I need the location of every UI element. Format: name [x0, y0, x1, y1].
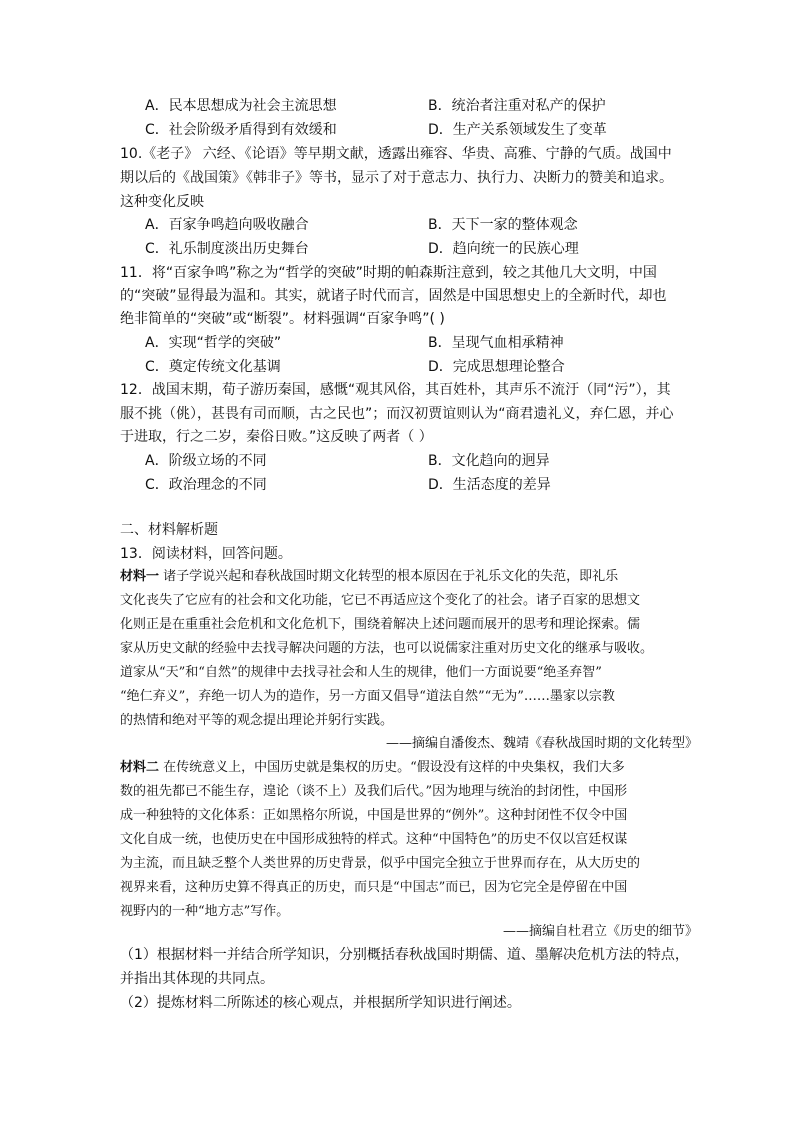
q11-option-d: D．完成思想理论整合 [428, 359, 565, 375]
material2-label: 材料二 [120, 760, 160, 775]
q12-stem-line-3: 于进取，行之二岁，秦俗日败。”这反映了两者（ ） [120, 429, 433, 445]
section-heading: 二、材料解析题 [120, 522, 218, 538]
material1-line-2: 文化丧失了它应有的社会和文化功能，它已不再适应这个变化了的社会。诸子百家的思想文 [120, 593, 641, 608]
material1-source: ——摘编自潘俊杰、魏靖《春秋战国时期的文化转型》 [385, 736, 698, 751]
q10-option-b: B．天下一家的整体观念 [428, 217, 578, 233]
q11-stem-line-3: 绝非简单的“突破”或“断裂”。材料强调“百家争鸣”( ) [120, 311, 445, 327]
material2-line-2: 数的祖先都已不能生存，遑论（谈不上）及我们后代。”因为地理与统治的封闭性，中国形 [120, 784, 628, 799]
q10-option-a: A．百家争鸣趋向吸收融合 [145, 217, 309, 233]
material2-source: ——摘编自杜君立《历史的细节》 [502, 924, 698, 939]
q10-option-d: D．趋向统一的民族心理 [428, 241, 579, 257]
q9-option-c: C．社会阶级矛盾得到有效缓和 [145, 122, 337, 138]
material2-line-6: 视界来看，这种历史算不得真正的历史，而只是“中国志”而已，因为它完全是停留在中国 [120, 880, 628, 895]
q11-option-c: C．奠定传统文化基调 [145, 359, 281, 375]
q9-option-d: D．生产关系领域发生了变革 [428, 122, 607, 138]
material1-line-3: 化则正是在重重社会危机和文化危机下，围绕着解决上述问题而展开的思考和理论探索。儒 [120, 617, 641, 632]
material2-line-5: 为主流，而且缺乏整个人类世界的历史背景，似乎中国完全独立于世界而存在，从大历史的 [120, 856, 641, 871]
q12-option-d: D．生活态度的差异 [428, 477, 551, 493]
material1-line-7: 的热情和绝对平等的观念提出理论并躬行实践。 [120, 713, 394, 728]
q10-stem-line-2: 期以后的《战国策》《韩非子》等书，显示了对于意志力、执行力、决断力的赞美和追求。 [120, 170, 673, 186]
q9-option-b: B．统治者注重对私产的保护 [428, 98, 606, 114]
material1-label: 材料一 [120, 569, 160, 584]
q11-stem-line-1: 11．将“百家争鸣”称之为“哲学的突破”时期的帕森斯注意到，较之其他几大文明，中国 [120, 265, 657, 281]
material1-line-6: “绝仁弃义”，弃绝一切人为的造作，另一方面又倡导“道法自然”“无为”……墨家以宗教 [120, 689, 615, 704]
q12-option-c: C．政治理念的不同 [145, 477, 267, 493]
q10-stem-line-1: 10.《老子》 六经、《论语》等早期文献，透露出雍容、华贵、高雅、宁静的气质。战国中 [120, 146, 672, 162]
q11-option-b: B．呈现气血相承精神 [428, 335, 564, 351]
subquestion-2: （2）提炼材料二所陈述的核心观点，并根据所学知识进行阐述。 [120, 995, 521, 1011]
material2-line-1: 材料二 在传统意义上，中国历史就是集权的历史。“假设没有这样的中央集权，我们大多 [120, 760, 625, 775]
q11-stem-line-2: 的“突破”显得最为温和。其实，就诸子时代而言，固然是中国思想史上的全新时代，却也 [120, 288, 667, 304]
q10-option-c: C．礼乐制度淡出历史舞台 [145, 241, 309, 257]
q10-stem-line-3: 这种变化反映 [120, 194, 204, 210]
material2-line-4: 文化自成一统，也使历史在中国形成独特的样式。这种“中国特色”的历史不仅以宫廷权谋 [120, 832, 628, 847]
q12-option-a: A．阶级立场的不同 [145, 453, 267, 469]
q11-option-a: A．实现“哲学的突破” [145, 335, 282, 351]
material1-line-4: 家从历史文献的经验中去找寻解决问题的方法，也可以说儒家注重对历史文化的继承与吸收。 [120, 641, 654, 656]
material2-line-3: 成一种独特的文化体系：正如黑格尔所说，中国是世界的“例外”。这种封闭性不仅令中国 [120, 808, 628, 823]
subquestion-1-line-1: （1）根据材料一并结合所学知识，分别概括春秋战国时期儒、道、墨解决危机方法的特点， [120, 947, 689, 963]
material1-line-5: 道家从“天”和“自然”的规律中去找寻社会和人生的规律，他们一方面说要“绝圣弃智” [120, 665, 602, 680]
q13-stem: 13．阅读材料，回答问题。 [120, 546, 292, 562]
q12-stem-line-1: 12．战国末期，荀子游历秦国，感慨“观其风俗，其百姓朴，其声乐不流汙（同“污”），其 [120, 382, 671, 398]
material1-line-1: 材料一 诸子学说兴起和春秋战国时期文化转型的根本原因在于礼乐文化的失范，即礼乐 [120, 569, 619, 584]
q9-option-a: A．民本思想成为社会主流思想 [145, 98, 337, 114]
q12-stem-line-2: 服不挑（佻），甚畏有司而顺，古之民也”；而汉初贾谊则认为“商君遗礼义，弃仁恩，并心 [120, 406, 674, 422]
subquestion-1-line-2: 并指出其体现的共同点。 [120, 971, 274, 987]
q12-option-b: B．文化趋向的迥异 [428, 453, 550, 469]
material2-line-7: 视野内的一种“地方志”写作。 [120, 904, 290, 919]
